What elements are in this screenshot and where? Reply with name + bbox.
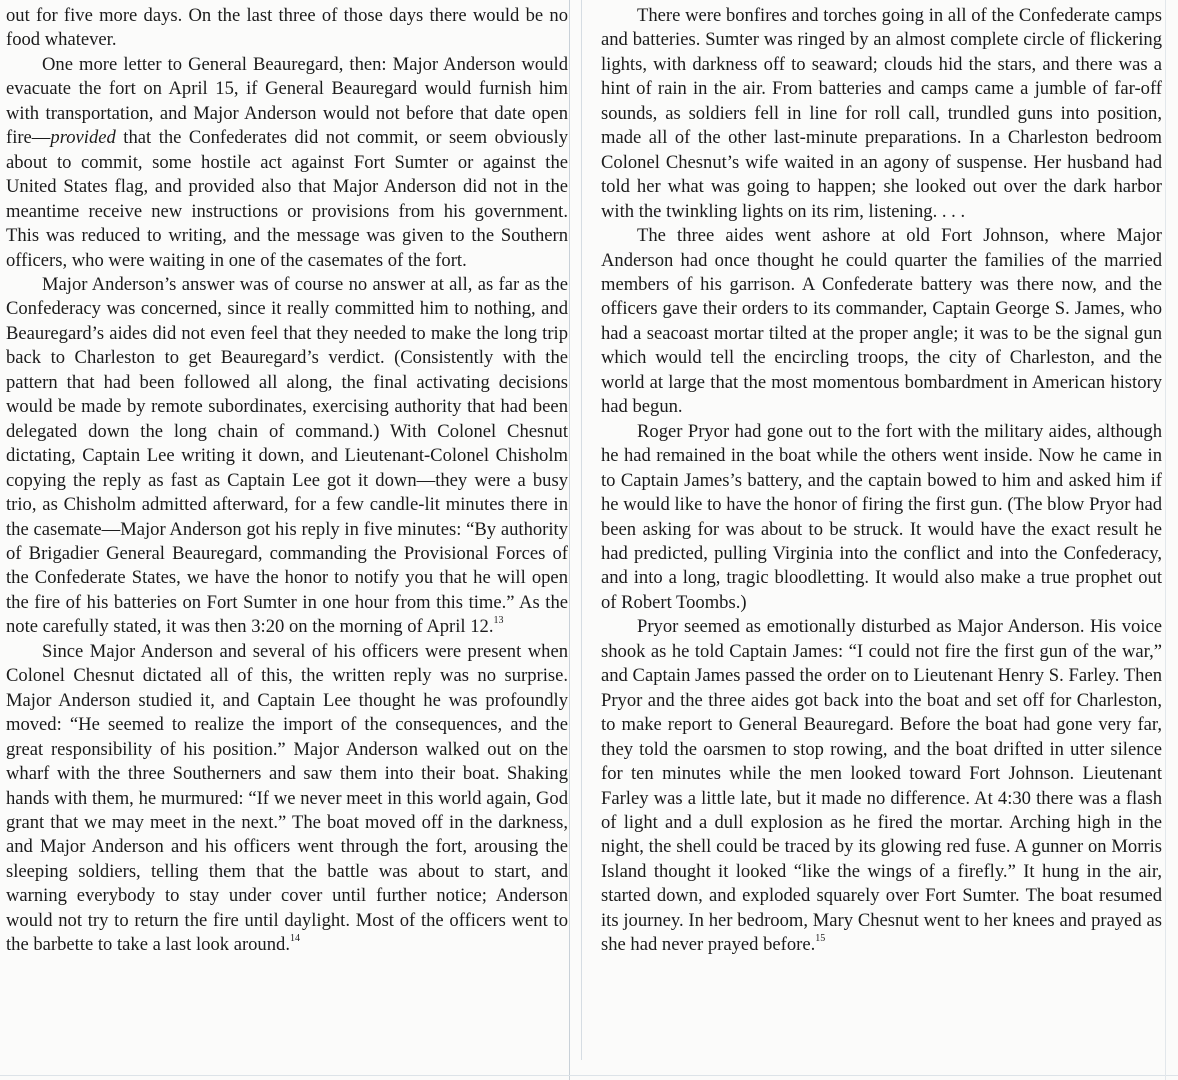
left-paragraph-1 — [6, 4, 568, 53]
column-divider-line-secondary — [581, 0, 582, 1060]
footnote-marker-14: 14 — [289, 933, 300, 945]
left-paragraph-3 — [6, 273, 568, 640]
footnote-marker-13: 13 — [493, 615, 504, 627]
left-paragraph-2-emphasis: provided — [50, 127, 116, 149]
right-paragraph-1 — [601, 4, 1162, 224]
left-paragraph-3-text: Major Anderson’s answer was of course no answer at all, as far as the Confederacy was concerned, since it really committed him to nothing, and Beauregard’s aides did not even feel that they needed to make the long trip back to Charleston to get Beauregard’s verdict. (Consistently with the pattern that had been followed all along, the final activating decisions would be made by remote subordinates, exercising authority that had been delegated down the long chain of command.) With Colonel Chesnut dictating, Captain Lee writing it down, and Lieutenant-Colonel Chisholm copying the reply as fast as Captain Lee got it down—they were a busy trio, as Chisholm admitted afterward, for a few candle-lit minutes there in the casemate—Major Anderson got his reply in five minutes: “By authority of Brigadier General Beauregard, commanding the Provisional Forces of the Confederate States, we have the honor to notify you that he will open the fire of his batteries on Fort Sumter in one hour from this time.” As the note carefully stated, it was then 3:20 on the morning of April 12. — [6, 273, 568, 638]
footnote-marker-15: 15 — [815, 933, 826, 945]
right-paragraph-4 — [601, 615, 1162, 957]
left-paragraph-2-text-a: One more letter to General Beauregard, then: Major Anderson would evacuate the fort on April 15, if General Beauregard would furnish him with transportation, and Major Anderson would not before that date open fire— — [6, 53, 568, 149]
right-scan-edge — [1165, 0, 1166, 1080]
left-paragraph-4 — [6, 640, 568, 958]
right-paragraph-2-text: The three aides went ashore at old Fort Johnson, where Major Anderson had once thought he could quarter the families of the married members of his garrison. A Confederate battery was there now, and the officers gave their orders to its commander, Captain George S. James, who had a seacoast mortar tilted at the proper angle; it was to be the signal gun which would tell the encircling troops, the city of Charleston, and the world at large that the most momentous bombardment in American history had begun. — [601, 225, 1162, 418]
left-paragraph-4-text: Since Major Anderson and several of his officers were present when Colonel Chesnut dictated all of this, the written reply was no surprise. Major Anderson studied it, and Captain Lee thought he was profoundly moved: “He seemed to realize the import of the consequences, and the great responsibility of his position.” Major Anderson walked out on the wharf with the three Southerners and saw them into their boat. Shaking hands with them, he murmured: “If we never meet in this world again, God grant that we may meet in the next.” The boat moved off in the darkness, and Major Anderson and his officers went through the fort, arousing the sleeping soldiers, telling them that the battle was about to start, and warning everybody to stay under cover until further notice; Anderson would not try to return the fire until daylight. Most of the officers went to the barbette to take a last look around. — [6, 640, 568, 956]
left-paragraph-2-text-b: that the Confederates did not commit, or seem obviously about to commit, some hostile act against Fort Sumter or against the United States flag, and provided also that Major Anderson did not in the meantime receive new instructions or provisions from his government. This was reduced to writing, and the message was given to the Southern officers, who were waiting in one of the casemates of the fort. — [6, 127, 568, 271]
left-text-column — [6, 4, 568, 958]
right-text-column — [601, 4, 1162, 958]
column-divider-line — [569, 0, 570, 1080]
right-paragraph-2 — [601, 224, 1162, 420]
left-paragraph-1-text: out for five more days. On the last three of those days there would be no food whatever. — [6, 5, 568, 51]
left-paragraph-2 — [6, 53, 568, 273]
right-paragraph-3 — [601, 420, 1162, 616]
right-paragraph-4-text: Pryor seemed as emotionally disturbed as Major Anderson. His voice shook as he told Captain James: “I could not fire the first gun of the war,” and Captain James passed the order on to Lieutenant Henry S. Farley. Then Pryor and the three aides got back into the boat and set off for Charleston, to make report to General Beauregard. Before the boat had gone very far, they told the oarsmen to stop rowing, and the boat drifted in utter silence for ten minutes while the men looked toward Fort Johnson. Lieutenant Farley was a little late, but it made no difference. At 4:30 there was a flash of light and a dull explosion as he fired the mortar. Arching high in the night, the shell could be traced by its glowing red fuse. A gunner on Morris Island thought it looked “like the wings of a firefly.” It hung in the air, started down, and exploded squarely over Fort Sumter. The boat resumed its journey. In her bedroom, Mary Chesnut went to her knees and prayed as she had never prayed before. — [601, 616, 1162, 956]
bottom-scan-edge — [0, 1075, 1178, 1076]
right-paragraph-3-text: Roger Pryor had gone out to the fort with the military aides, although he had remained in the boat while the others went inside. Now he came in to Captain James’s battery, and the captain bowed to him and asked him if he would like to have the honor of firing the first gun. (The blow Pryor had been asking for was about to be struck. It would have the exact result he had predicted, pulling Virginia into the conflict and into the Confederacy, and into a long, tragic bloodletting. It would also make a true prophet out of Robert Toombs.) — [601, 420, 1162, 613]
right-paragraph-1-text: There were bonfires and torches going in all of the Confederate camps and batteries. Sumter was ringed by an almost complete circle of flickering lights, with darkness off to seaward; clouds hid the stars, and there was a hint of rain in the air. From batteries and camps came a jumble of far-off sounds, as soldiers fell in line for roll call, trundled guns into position, made all of the other last-minute preparations. In a Charleston bedroom Colonel Chesnut’s wife waited in an agony of suspense. Her husband had told her what was going to happen; she looked out over the dark harbor with the twinkling lights on its rim, listening. . . . — [601, 5, 1162, 222]
